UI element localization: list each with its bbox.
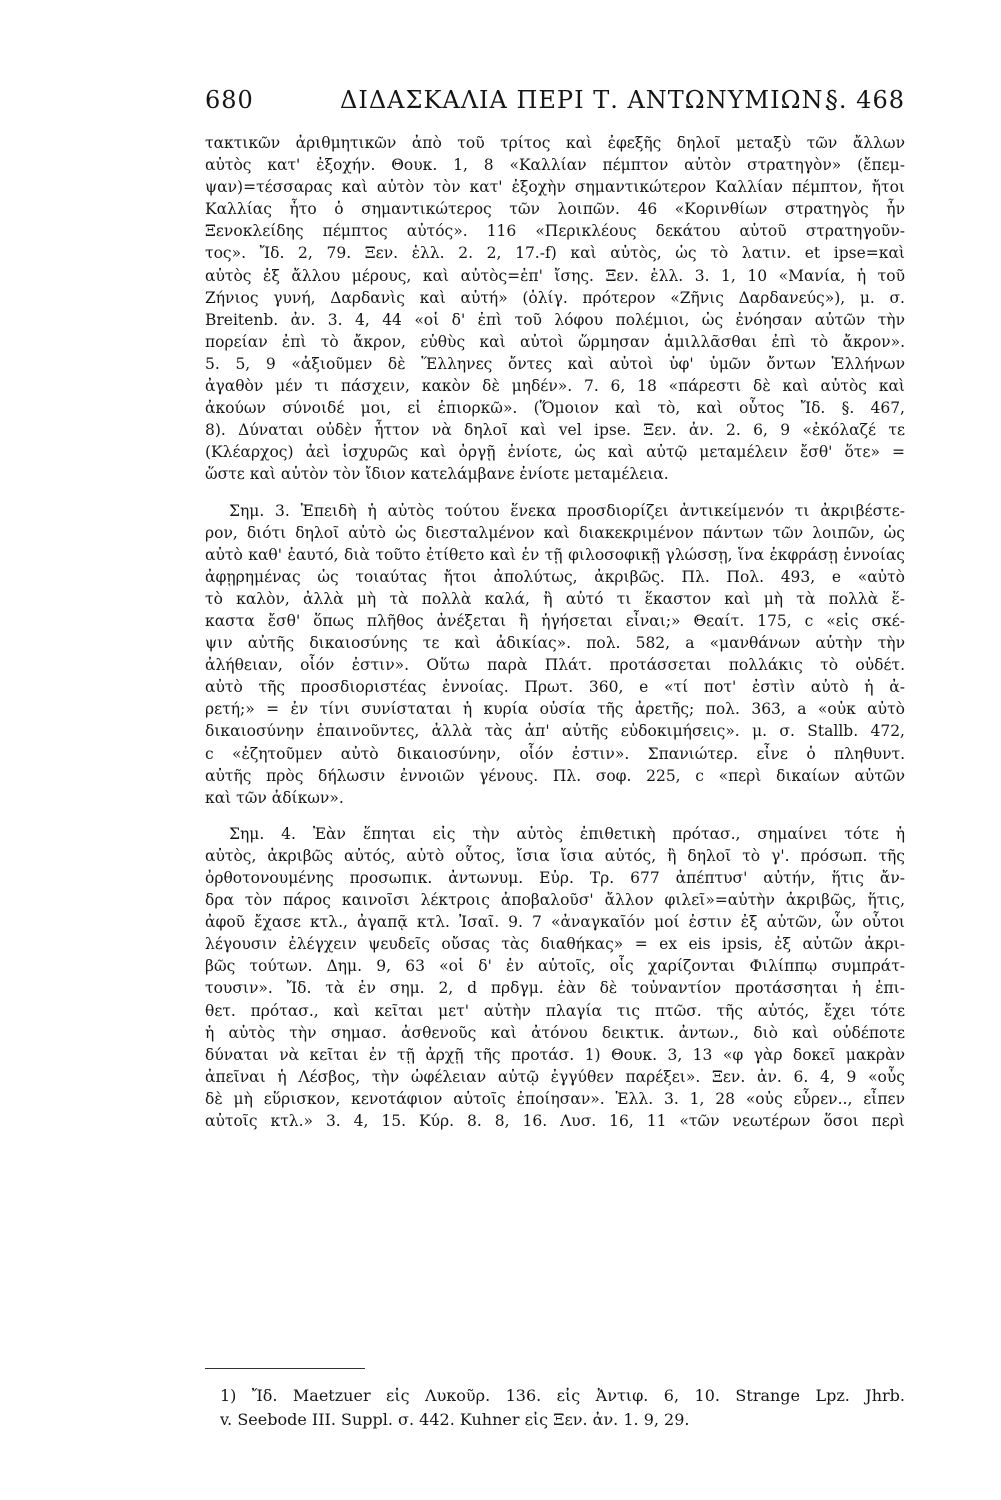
text-line: ἡ αὐτὸς τὴν σημασ. ἀσθενοῦς καὶ ἀτόνου δεικτικ. ἀντων., διὸ καὶ οὐδέποτε	[205, 1023, 905, 1042]
text-line: τουσιν». Ἴδ. τὰ ἐν σημ. 2, d πρδγμ. ἐὰν δὲ τοὐναντίον προτάσσηται ἡ ἐπι-	[205, 979, 905, 998]
text-line: 5. 5, 9 «ἀξιοῦμεν δὲ Ἕλληνες ὄντες καὶ αὐτοὶ ὑφ' ὑμῶν ὄντων Ἑλλήνων	[205, 354, 905, 373]
text-line: αὐτὸ καθ' ἑαυτό, διὰ τοῦτο ἐτίθετο καὶ ἐν τῇ φιλοσοφικῇ γλώσσῃ, ἵνα ἐκφράσῃ ἐννοίας	[205, 545, 905, 564]
text-line: (Κλέαρχος) ἀεὶ ἰσχυρῶς καὶ ὀργῇ ἐνίοτε, ὡς καὶ αὐτῷ μεταμέλειν ἔσθ' ὅτε» =	[205, 443, 905, 462]
text-line: ἀκούων σύνοιδέ μοι, εἰ ἐπιορκῶ». (Ὅμοιον καὶ τὸ, καὶ οὗτος Ἴδ. §. 467,	[205, 399, 905, 418]
text-line: θετ. πρότασ., καὶ κεῖται μετ' αὐτὴν πλαγία τις πτῶσ. τῆς αὐτός, ἔχει τότε	[205, 1001, 905, 1020]
text-line: καστα ἔσθ' ὅπως πλῆθος ἀνέξεται ἢ ἡγήσεται εἶναι;» Θεαίτ. 175, c «εἰς σκέ-	[205, 611, 905, 630]
text-line: Ξενοκλείδης πέμπτος αὐτός». 116 «Περικλέους δεκάτου αὐτοῦ στρατηγοῦν-	[205, 222, 905, 241]
text-line: Ζήνιος γυνή, Δαρδανὶς καὶ αὐτή» (ὀλίγ. πρότερον «Ζῆνις Δαρδανεύς»), μ. σ.	[205, 288, 905, 307]
running-title: ΔΙΔΑΣΚΑΛΙΑ ΠΕΡΙ Τ. ΑΝΤΩΝΥΜΙΩΝ.	[340, 86, 833, 114]
text-line: ρετή;» = ἐν τίνι συνίσταται ἡ κυρία οὐσία τῆς ἀρετῆς; πολ. 363, a «οὐκ αὐτὸ	[205, 700, 905, 719]
text-line: δρα τὸν πάρος καινοῖσι λέκτροις ἀποβαλοῦσ' ἄλλον φιλεῖ»=αὐτὴν ἀκριβῶς, ἥτις,	[205, 891, 905, 910]
text-line: ψιν αὐτῆς δικαιοσύνης τε καὶ ἀδικίας». πολ. 582, a «μανθάνων αὐτὴν τὴν	[205, 634, 905, 653]
footnotes	[220, 1384, 905, 1432]
text-line: ἀγαθὸν μέν τι πάσχειν, κακὸν δὲ μηδέν». 7. 6, 18 «πάρεστι δὲ καὶ αὐτὸς καὶ	[205, 377, 905, 396]
text-line: c «ἐζητοῦμεν αὐτὸ δικαιοσύνην, οἷόν ἐστιν». Σπανιώτερ. εἶνε ὁ πληθυντ.	[205, 744, 905, 763]
text-line: αὐτὸς, ἀκριβῶς αὐτός, αὐτὸ οὗτος, ἴσια ἴσια αὐτός, ἢ δηλοῖ τὸ γ'. πρόσωπ. τῆς	[205, 846, 905, 865]
text-line: Σημ. 3. Ἐπειδὴ ἡ αὐτὸς τούτου ἕνεκα προσδιορίζει ἀντικείμενόν τι ἀκριβέστε-	[229, 501, 905, 520]
text-line: Breitenb. ἀν. 3. 4, 44 «οἱ δ' ἐπὶ τοῦ λόφου πολέμιοι, ὡς ἐνόησαν αὐτῶν τὴν	[205, 310, 905, 329]
text-line: δικαιοσύνην ἐπαινοῦντες, ἀλλὰ τὰς ἀπ' αὐτῆς εὐδοκιμήσεις». μ. σ. Stallb. 472,	[205, 722, 905, 741]
text-line: αὐτὸς κατ' ἐξοχήν. Θουκ. 1, 8 «Καλλίαν πέμπτον αὐτὸν στρατηγὸν» (ἔπεμ-	[205, 156, 905, 175]
text-line: ἀλήθειαν, οἷόν ἐστιν». Οὕτω παρὰ Πλάτ. προτάσσεται πολλάκις τὸ οὐδέτ.	[205, 656, 905, 675]
text-line: ὀρθοτονουμένης προσωπικ. ἀντωνυμ. Εὐρ. Τρ. 677 ἀπέπτυσ' αὐτήν, ἥτις ἄν-	[205, 869, 905, 887]
text-line: τος». Ἴδ. 2, 79. Ξεν. ἑλλ. 2. 2, 17.-f) καὶ αὐτὸς, ὡς τὸ λατιν. et ipse=καὶ	[205, 244, 905, 263]
text-line: Καλλίας ἦτο ὁ σημαντικώτερος τῶν λοιπῶν. 46 «Κορινθίων στρατηγὸς ἦν	[205, 200, 905, 219]
text-line: ἀπεῖναι ἡ Λέσβος, τὴν ὠφέλειαν αὐτῷ ἐγγύθεν παρέξει». Ξεν. ἀν. 6. 4, 9 «οὖς	[205, 1067, 905, 1086]
paragraph-note-3	[205, 500, 905, 809]
text-line: δὲ μὴ εὕρισκον, κενοτάφιον αὐτοῖς ἐποίησαν». Ἑλλ. 3. 1, 28 «οὐς εὗρεν.., εἶπεν	[205, 1089, 905, 1108]
text-line: βῶς τούτων. Δημ. 9, 63 «οἱ δ' ἐν αὐτοῖς, οἷς χαρίζονται Φιλίππῳ συμπράτ-	[205, 957, 905, 976]
text-line: πορείαν ἐπὶ τὸ ἄκρον, εὐθὺς καὶ αὐτοὶ ὥρμησαν ἁμιλλᾶσθαι ἐπὶ τὸ ἄκρον».	[205, 332, 905, 351]
section-number: §. 468	[825, 86, 905, 114]
text-line: αὐτὸς ἐξ ἄλλου μέρους, καὶ αὐτὸς=ἐπ' ἴσης. Ξεν. ἑλλ. 3. 1, 10 «Μανία, ἡ τοῦ	[205, 266, 905, 285]
text-line: αὐτὸ τῆς προσδιοριστέας ἐννοίας. Πρωτ. 360, e «τί ποτ' ἐστὶν αὐτὸ ἡ ἀ-	[205, 678, 905, 697]
text-line: 8). Δύναται οὐδὲν ἧττον νὰ δηλοῖ καὶ vel ipse. Ξεν. ἀν. 2. 6, 9 «ἐκόλαζέ τε	[205, 421, 905, 440]
text-line: αὐτῆς πρὸς δήλωσιν ἐννοιῶν γένους. Πλ. σοφ. 225, c «περὶ δικαίων αὐτῶν	[205, 766, 905, 785]
text-line: τὸ καλὸν, ἀλλὰ μὴ τὰ πολλὰ καλά, ἢ αὐτό τι ἕκαστον καὶ μὴ τὰ πολλὰ ἕ-	[205, 589, 905, 608]
footnote-divider	[205, 1368, 365, 1369]
main-text	[205, 132, 905, 1132]
text-line: ἀφοῦ ἔχασε κτλ., ἀγαπᾷ κτλ. Ἰσαῖ. 9. 7 «ἀναγκαῖόν μοί ἐστιν ἐξ αὐτῶν, ὧν οὗτοι	[205, 913, 905, 932]
text-line: τακτικῶν ἀριθμητικῶν ἀπὸ τοῦ τρίτος καὶ ἐφεξῆς δηλοῖ μεταξὺ τῶν ἄλλων	[205, 134, 905, 152]
footnote-line: 1) Ἴδ. Maetzuer εἰς Λυκοῦρ. 136. εἰς Ἀντιφ. 6, 10. Strange Lpz. Jhrb.	[220, 1386, 905, 1405]
paragraph-1	[205, 132, 905, 486]
text-line: ψαν)=τέσσαρας καὶ αὐτὸν τὸν κατ' ἐξοχὴν σημαντικώτερον Καλλίαν πέμπτον, ἤτοι	[205, 178, 905, 197]
text-line: ρον, διότι δηλοῖ αὐτὸ ὡς διεσταλμένον καὶ διακεκριμένον πάντων τῶν λοιπῶν, ὡς	[205, 523, 905, 542]
footnote-line: v. Seebode III. Suppl. σ. 442. Kuhner εἰς Ξεν. ἀν. 1. 9, 29.	[220, 1410, 690, 1429]
text-line: καὶ τῶν ἀδίκων».	[205, 788, 344, 807]
text-line: δύναται νὰ κεῖται ἐν τῇ ἀρχῇ τῆς προτάσ. 1) Θουκ. 3, 13 «φ γὰρ δοκεῖ μακρὰν	[205, 1045, 905, 1064]
page-number: 680	[205, 86, 254, 114]
text-line: Σημ. 4. Ἐὰν ἕπηται εἰς τὴν αὐτὸς ἐπιθετικὴ πρότασ., σημαίνει τότε ἡ	[229, 824, 905, 843]
text-line: λέγουσιν ἐλέγχειν ψευδεῖς οὔσας τὰς διαθήκας» = ex eis ipsis, ἐξ αὐτῶν ἀκρι-	[205, 935, 905, 954]
paragraph-note-4	[205, 823, 905, 1132]
text-line: ὥστε καὶ αὐτὸν τὸν ἴδιον κατελάμβανε ἐνίοτε μεταμέλεια.	[205, 465, 669, 484]
text-line: αὐτοῖς κτλ.» 3. 4, 15. Κύρ. 8. 8, 16. Λυσ. 16, 11 «τῶν νεωτέρων ὅσοι περὶ	[205, 1112, 905, 1131]
text-line: ἀφῃρημένας ὡς τοιαύτας ἤτοι ἀπολύτως, ἀκριβῶς. Πλ. Πολ. 493, e «αὐτὸ	[205, 567, 905, 586]
running-header	[205, 86, 905, 126]
